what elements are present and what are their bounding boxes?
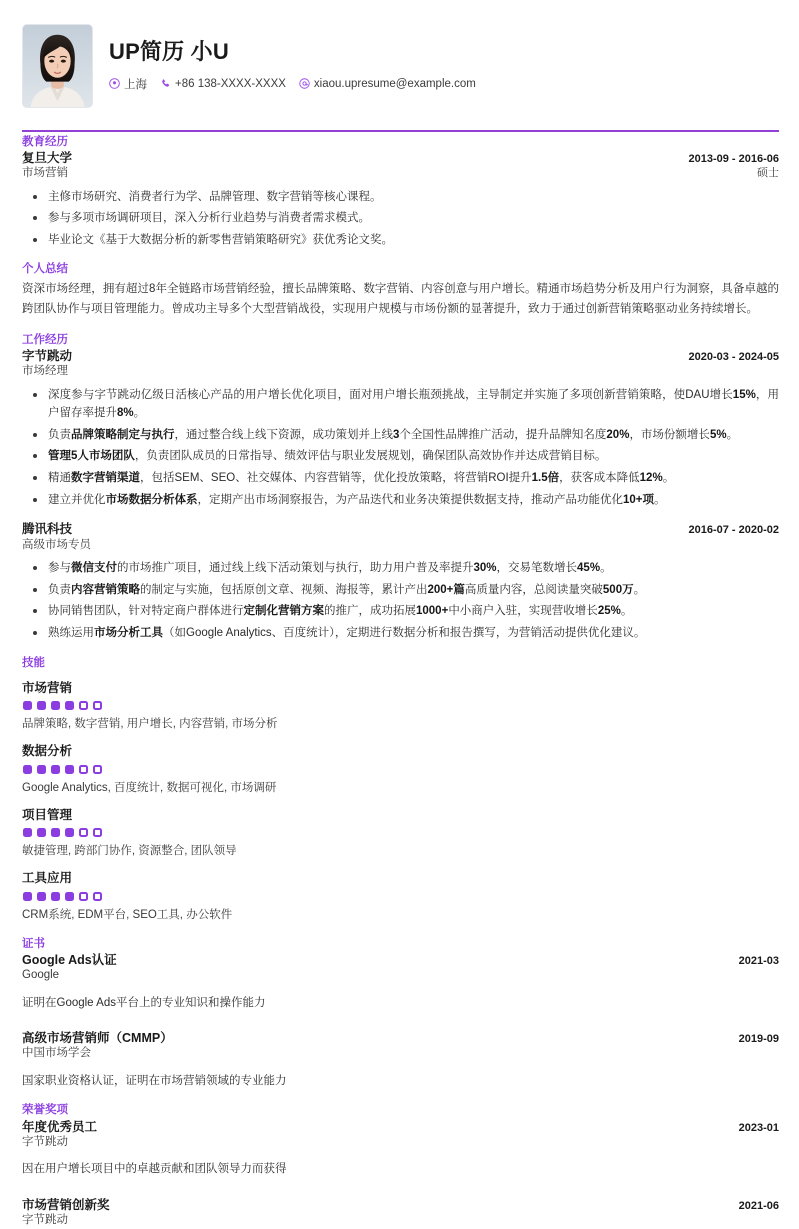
award-name: 市场营销创新奖 — [22, 1197, 110, 1212]
award-entry — [22, 1119, 779, 1179]
skill-items: 敏捷管理, 跨部门协作, 资源整合, 团队领导 — [22, 845, 237, 858]
skill-dot — [93, 828, 102, 837]
section-title-summary: 个人总结 — [22, 263, 68, 276]
skill-items: CRM系统, EDM平台, SEO工具, 办公软件 — [22, 908, 233, 921]
contact-phone — [160, 78, 286, 90]
company-name: 腾讯科技 — [22, 522, 73, 537]
education-date: 2013-09 - 2016-06 — [688, 152, 779, 165]
list-item: 熟练运用市场分析工具（如Google Analytics、百度统计），定期进行数据分析和报告撰写，为营销活动提供优化建议。 — [22, 624, 779, 643]
list-item: 协同销售团队，针对特定商户群体进行定制化营销方案的推广，成功拓展1000+中小商户入驻，实现营收增长25%。 — [22, 602, 779, 621]
certificate-date: 2021-03 — [738, 955, 779, 968]
summary-text: 资深市场经理，拥有超过8年全链路市场营销经验，擅长品牌策略、数字营销、内容创意与用户增长。精通市场趋势分析及用户行为洞察，具备卓越的跨团队协作与项目管理能力。曾成功主导多个大型营销战役，实现用户规模与市场份额的显著提升，致力于通过创新营销策略驱动业务持续增长。 — [22, 282, 779, 316]
phone-icon — [160, 78, 171, 89]
certificate-desc: 国家职业资格认证，证明在市场营销领域的专业能力 — [22, 1074, 287, 1087]
contact-location-text: 上海 — [124, 78, 147, 91]
skill-dot — [51, 892, 60, 901]
award-name: 年度优秀员工 — [22, 1119, 98, 1134]
skill-dot — [51, 765, 60, 774]
avatar — [22, 24, 93, 108]
section-awards — [22, 1104, 779, 1228]
experience-bullets — [22, 559, 779, 643]
experience-bullets — [22, 386, 779, 510]
skill-dot — [23, 892, 32, 901]
list-item: 深度参与字节跳动亿级日活核心产品的用户增长优化项目，面对用户增长瓶颈挑战，主导制定并实施了多项创新营销策略，使DAU增长15%，用户留存率提升8%。 — [22, 386, 779, 423]
experience-date: 2016-07 - 2020-02 — [688, 524, 779, 537]
section-title-awards: 荣誉奖项 — [22, 1104, 68, 1117]
skill-dot — [37, 765, 46, 774]
skill-dot — [79, 765, 88, 774]
skill-items: 品牌策略, 数字营销, 用户增长, 内容营销, 市场分析 — [22, 718, 278, 731]
skill-dot — [23, 828, 32, 837]
resume-header — [22, 24, 779, 116]
list-item: 参与微信支付的市场推广项目，通过线上线下活动策划与执行，助力用户普及率提升30%，交易笔数增长45%。 — [22, 559, 779, 578]
skill-rating — [23, 892, 779, 901]
certificate-entry — [22, 1030, 779, 1090]
entry-head — [22, 348, 779, 380]
certificate-desc: 证明在Google Ads平台上的专业知识和操作能力 — [22, 996, 266, 1009]
award-issuer: 字节跳动 — [22, 1213, 68, 1226]
section-summary — [22, 263, 779, 319]
list-item: 建立并优化市场数据分析体系，定期产出市场洞察报告，为产品迭代和业务决策提供数据支持，推动产品功能优化10+项。 — [22, 491, 779, 510]
skill-dot — [51, 828, 60, 837]
certificate-entry — [22, 952, 779, 1012]
contact-location — [109, 76, 147, 92]
contact-email-text: xiaou.upresume@example.com — [313, 77, 476, 90]
award-date: 2021-06 — [738, 1199, 779, 1212]
list-item: 主修市场研究、消费者行为学、品牌管理、数字营销等核心课程。 — [22, 188, 779, 207]
at-sign-icon — [299, 78, 310, 89]
skill-dot — [23, 701, 32, 710]
header-info — [109, 24, 779, 92]
skill-dot — [37, 701, 46, 710]
skill-dot — [79, 701, 88, 710]
skill-dot — [51, 701, 60, 710]
candidate-name: UP简历 小U — [109, 39, 229, 64]
education-bullets — [22, 188, 779, 250]
award-date: 2023-01 — [738, 1121, 779, 1134]
entry-head — [22, 1030, 779, 1062]
skill-rating — [23, 765, 779, 774]
skill-dot — [93, 701, 102, 710]
experience-entry — [22, 348, 779, 510]
experience-entry — [22, 521, 779, 642]
skill-dot — [93, 765, 102, 774]
experience-date: 2020-03 - 2024-05 — [688, 350, 779, 363]
section-experience — [22, 334, 779, 643]
certificate-issuer: 中国市场学会 — [22, 1047, 91, 1060]
list-item: 负责内容营销策略的制定与实施，包括原创文章、视频、海报等，累计产出200+篇高质量内容，总阅读量突破500万。 — [22, 581, 779, 600]
entry-head — [22, 952, 779, 984]
section-divider — [22, 130, 779, 132]
section-title-certificates: 证书 — [22, 937, 45, 950]
certificate-name: 高级市场营销师（CMMP） — [22, 1031, 173, 1046]
entry-head — [22, 521, 779, 553]
skill-dot — [79, 828, 88, 837]
certificate-issuer: Google — [22, 969, 60, 982]
skill-name: 数据分析 — [22, 744, 73, 759]
section-title-skills: 技能 — [22, 656, 45, 669]
skill-rating — [23, 828, 779, 837]
contact-row — [109, 76, 779, 92]
certificate-name: Google Ads认证 — [22, 953, 117, 968]
skill-dot — [79, 892, 88, 901]
list-item: 毕业论文《基于大数据分析的新零售营销策略研究》获优秀论文奖。 — [22, 231, 779, 250]
contact-phone-text: +86 138-XXXX-XXXX — [175, 77, 286, 90]
list-item: 精通数字营销渠道，包括SEM、SEO、社交媒体、内容营销等，优化投放策略，将营销ROI提升1.5倍，获客成本降低12%。 — [22, 469, 779, 488]
list-item: 参与多项市场调研项目，深入分析行业趋势与消费者需求模式。 — [22, 209, 779, 228]
entry-head — [22, 1197, 779, 1229]
section-skills — [22, 657, 779, 924]
section-certificates — [22, 938, 779, 1091]
section-title-education: 教育经历 — [22, 135, 68, 148]
award-issuer: 字节跳动 — [22, 1135, 68, 1148]
skill-group — [22, 743, 779, 797]
education-entry — [22, 150, 779, 250]
skill-dot — [37, 892, 46, 901]
skill-name: 市场营销 — [22, 680, 73, 695]
certificate-date: 2019-09 — [738, 1033, 779, 1046]
skill-rating — [23, 701, 779, 710]
skill-items: Google Analytics, 百度统计, 数据可视化, 市场调研 — [22, 781, 277, 794]
skill-name: 项目管理 — [22, 807, 73, 822]
skill-dot — [65, 701, 74, 710]
award-desc: 因在用户增长项目中的卓越贡献和团队领导力而获得 — [22, 1163, 287, 1176]
skill-dot — [37, 828, 46, 837]
job-title: 市场经理 — [22, 365, 68, 378]
section-education — [22, 130, 779, 249]
job-title: 高级市场专员 — [22, 538, 91, 551]
skill-name: 工具应用 — [22, 871, 73, 886]
skill-dot — [23, 765, 32, 774]
entry-head — [22, 150, 779, 182]
location-pin-icon — [109, 78, 120, 89]
skill-dot — [93, 892, 102, 901]
skill-group — [22, 870, 779, 924]
skill-group — [22, 807, 779, 861]
contact-email — [299, 78, 476, 90]
award-entry — [22, 1197, 779, 1229]
school-name: 复旦大学 — [22, 150, 73, 165]
company-name: 字节跳动 — [22, 348, 73, 363]
skill-dot — [65, 892, 74, 901]
skill-group — [22, 680, 779, 734]
degree: 硕士 — [757, 167, 779, 180]
skill-dot — [65, 828, 74, 837]
list-item: 管理5人市场团队，负责团队成员的日常指导、绩效评估与职业发展规划，确保团队高效协作并达成营销目标。 — [22, 447, 779, 466]
section-title-experience: 工作经历 — [22, 333, 68, 346]
entry-head — [22, 1119, 779, 1151]
major: 市场营销 — [22, 167, 68, 180]
skill-dot — [65, 765, 74, 774]
list-item: 负责品牌策略制定与执行，通过整合线上线下资源，成功策划并上线3个全国性品牌推广活动，提升品牌知名度20%，市场份额增长5%。 — [22, 426, 779, 445]
